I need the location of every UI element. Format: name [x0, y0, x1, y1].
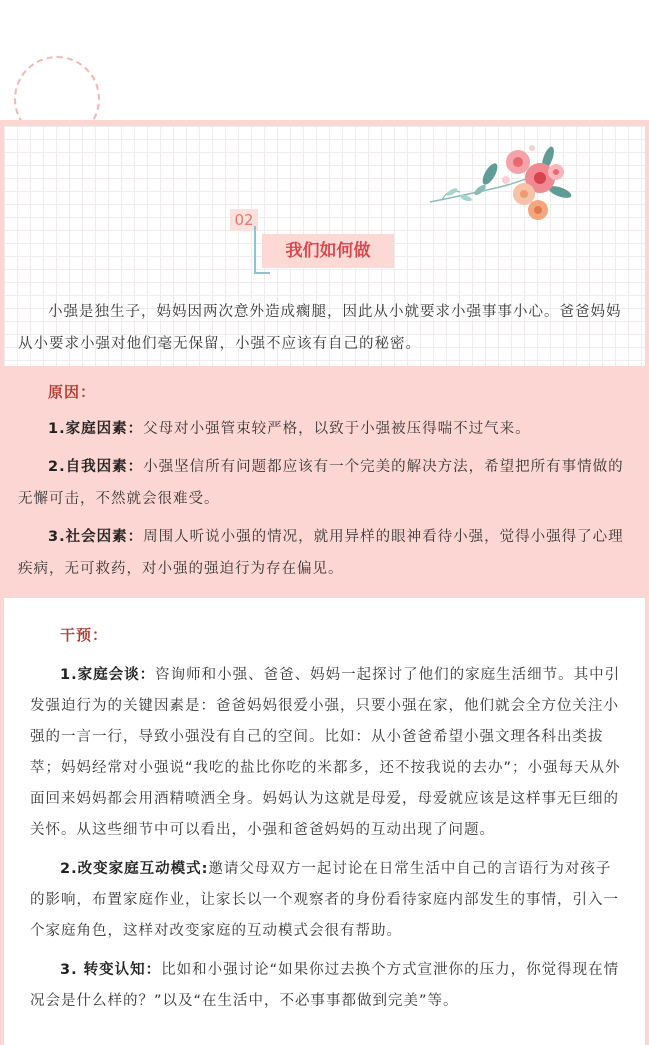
reason-label: 2.自我因素：: [48, 459, 144, 475]
intervention-label: 1.家庭会谈：: [60, 667, 156, 683]
intervention-label: 3. 转变认知：: [60, 962, 162, 978]
intro-text: [18, 296, 630, 360]
reason-item-social: [18, 521, 630, 585]
intervention-panel: [4, 598, 645, 1045]
intervention-text: 咨询师和小强、爸爸、妈妈一起探讨了他们的家庭生活细节。其中引发强迫行为的关键因素是：爸爸妈妈很爱小强，只要小强在家，他们就会全方位关注小强的一言一行，导致小强没有自己的空间。比如：从小爸爸希望小强文理各科出类拔萃；妈妈经常对小强说“我吃的盐比你吃的米都多，还不按我说的去办”；小强每天从外面回来妈妈都会用酒精喷洒全身。妈妈认为这就是母爱，母爱就应该是这样事无巨细的关怀。从这些细节中可以看出，小强和爸爸妈妈的互动出现了问题。: [30, 667, 621, 838]
intervention-item-cognition: [30, 955, 622, 1017]
flower-illustration-icon: [420, 132, 580, 232]
section-number: 02: [230, 209, 258, 231]
intervention-item-family-talk: [30, 660, 622, 846]
reason-item-self: [18, 451, 630, 515]
intro-paragraph: 小强是独生子，妈妈因两次意外造成瘸腿，因此从小就要求小强事事小心。爸爸妈妈从小要求小强对他们毫无保留，小强不应该有自己的秘密。: [18, 304, 622, 352]
reason-label: 1.家庭因素：: [48, 421, 144, 437]
reason-text: 周围人听说小强的情况，就用异样的眼神看待小强，觉得小强得了心理疾病，无可救药，对小强的强迫行为存在偏见。: [18, 529, 624, 577]
reasons-section: [18, 375, 630, 591]
reason-text: 小强坚信所有问题都应该有一个完美的解决方法，希望把所有事情做的无懈可击，不然就会很难受。: [18, 459, 624, 507]
intervention-label: 2.改变家庭互动模式:: [60, 861, 209, 877]
reasons-heading: 原因：: [48, 383, 97, 401]
reason-text: 父母对小强管束较严格，以致于小强被压得喘不过气来。: [143, 421, 531, 437]
reason-label: 3.社会因素：: [48, 529, 144, 545]
reason-item-family: [18, 413, 630, 445]
intervention-heading: 干预：: [60, 626, 109, 644]
intervention-text: 比如和小强讨论“如果你过去换个方式宣泄你的压力，你觉得现在情况会是什么样的？”以及“在生活中，不必事事都做到完美”等。: [30, 962, 620, 1009]
intervention-item-interaction-mode: [30, 854, 622, 947]
section-title: 我们如何做: [262, 234, 394, 268]
intervention-text: 邀请父母双方一起讨论在日常生活中自己的言语行为对孩子的影响，布置家庭作业，让家长以一个观察者的身份看待家庭内部发生的事情，引入一个家庭角色，这样对改变家庭的互动模式会很有帮助。: [30, 861, 619, 939]
intervention-section: [30, 618, 622, 1025]
